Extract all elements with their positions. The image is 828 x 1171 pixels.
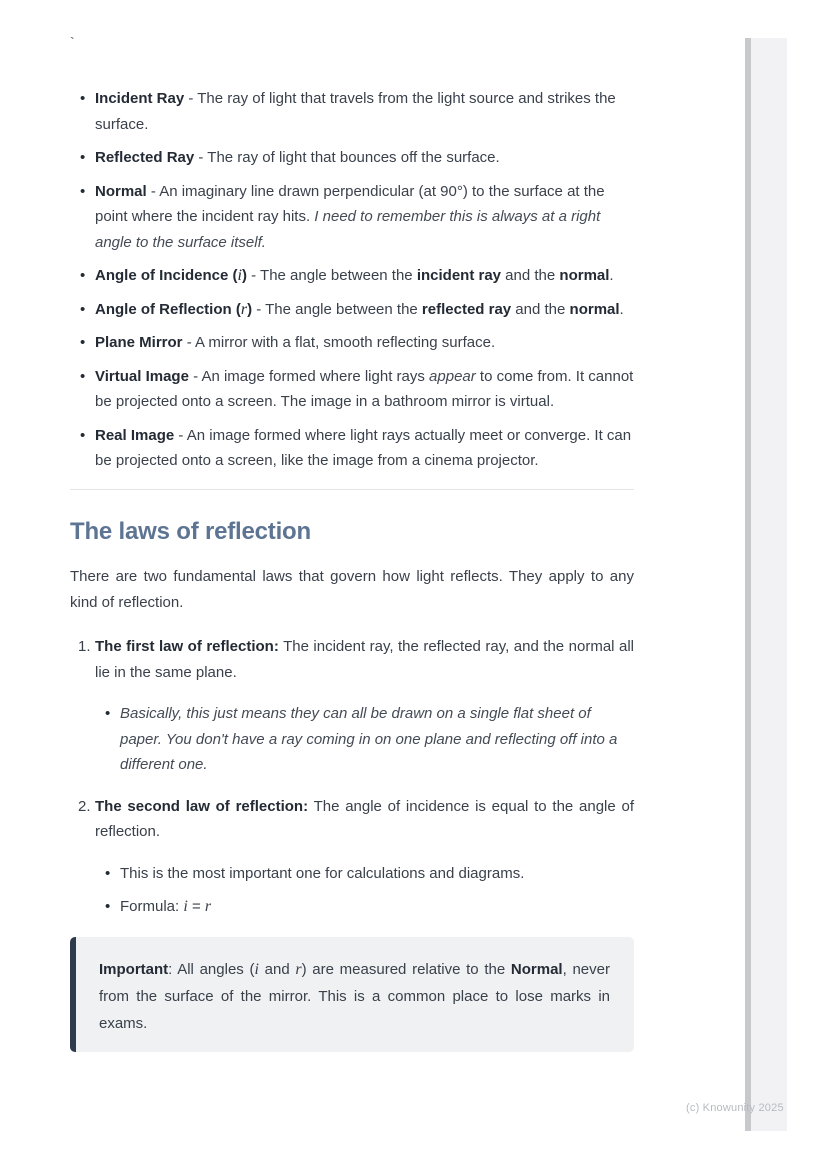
text-segment: Normal (95, 182, 147, 200)
text-segment: i (254, 960, 259, 978)
definition-text (95, 364, 634, 415)
definition-text (95, 86, 634, 137)
text-segment: Normal (510, 960, 563, 978)
intro-paragraph: There are two fundamental laws that govern how light reflects. They apply to any kind of reflection. (70, 567, 634, 611)
text-segment: : All angles ( (168, 960, 255, 978)
text-segment: i (237, 267, 242, 284)
law-text (95, 794, 634, 845)
law-body (95, 634, 634, 778)
important-callout (70, 937, 634, 1052)
bullet-marker: • (105, 705, 111, 722)
text-segment: appear (429, 367, 476, 385)
text-segment: ) (241, 267, 247, 284)
text-segment: . (609, 267, 614, 284)
definition-text (95, 330, 634, 356)
text-segment: ) are measured relative to the (301, 960, 511, 978)
text-segment: and the (501, 267, 560, 284)
definition-text (95, 297, 634, 323)
text-segment: r (204, 898, 212, 915)
bullet-marker: • (80, 300, 86, 318)
law-item-first (70, 634, 634, 778)
bullet-marker: • (80, 367, 86, 385)
text-segment: and the (511, 300, 570, 318)
section-heading: The laws of reflection (70, 517, 311, 545)
text-segment: - The ray of light that travels from the light source and strikes the surface. (95, 90, 616, 133)
watermark: (c) Knowunity 2025 (686, 1102, 784, 1114)
definition-item-virtual-image (70, 364, 634, 415)
definition-text (95, 423, 634, 474)
text-segment: - An image formed where light rays actually meet or converge. It can be projected onto a screen, like the image from a cinema projector. (95, 426, 632, 469)
text-segment: Formula: (120, 898, 184, 915)
text-segment: = (187, 898, 205, 915)
law-sub-item (95, 861, 634, 887)
text-segment: Important (99, 960, 169, 978)
text-segment: I need to remember this is always at a right angle to the surface itself. (95, 208, 601, 251)
text-segment: reflected ray (421, 300, 512, 318)
bullet-marker: • (105, 898, 111, 915)
text-segment: , never from the surface of the mirror. This is a common place to lose marks in exams. (99, 960, 610, 1032)
text-segment: - A mirror with a flat, smooth reflecting surface. (182, 334, 496, 351)
text-segment: to come from. It cannot be projected onto a screen. The image in a bathroom mirror is virtual. (95, 367, 634, 410)
stray-backtick-mark: ` (70, 34, 75, 50)
law-body (95, 794, 634, 920)
law-sub-item-formula (95, 894, 634, 920)
definition-text (95, 263, 634, 289)
text-segment: and (258, 960, 296, 978)
definition-item-reflected-ray (70, 145, 634, 171)
text-segment: Angle of Reflection ( (95, 300, 241, 318)
law-sub-text (120, 894, 634, 920)
definition-item-incident-ray (70, 86, 634, 137)
text-segment: Incident Ray (95, 90, 185, 107)
bullet-marker: • (80, 90, 86, 107)
text-segment: - An image formed where light rays (188, 367, 430, 385)
law-sub-text (120, 861, 634, 887)
text-segment: incident ray (416, 267, 502, 284)
text-segment: Basically, this just means they can all be drawn on a single flat sheet of paper. You don't have a ray coming in on one plane and reflecting off into a different one. (120, 705, 618, 773)
law-sub-item (95, 701, 634, 778)
callout-text (99, 956, 610, 1037)
text-segment: - The ray of light that bounces off the surface. (194, 149, 500, 166)
text-segment: r (295, 960, 302, 978)
text-segment: Angle of Incidence ( (95, 267, 238, 284)
text-segment: normal (569, 300, 620, 318)
definition-item-plane-mirror (70, 330, 634, 356)
bullet-marker: • (80, 149, 86, 166)
text-segment: r (240, 300, 248, 318)
definition-item-real-image (70, 423, 634, 474)
definition-item-angle-of-reflection (70, 297, 634, 323)
bullet-marker: • (80, 182, 86, 200)
bullet-marker: • (105, 864, 111, 882)
text-segment: - The angle between the (246, 267, 417, 284)
law-sub-text (120, 701, 634, 778)
definition-text (95, 145, 634, 171)
bullet-marker: • (80, 267, 86, 284)
bullet-marker: • (80, 426, 86, 444)
law-item-second (70, 794, 634, 920)
text-segment: - The angle between the (252, 300, 422, 318)
text-segment: Reflected Ray (95, 149, 195, 166)
text-segment: The second law of reflection: (95, 797, 309, 815)
text-segment: The incident ray, the reflected ray, and the normal all lie in the same plane. (95, 638, 634, 681)
bullet-marker: • (80, 334, 86, 351)
text-segment: i (183, 898, 188, 915)
definition-item-normal (70, 179, 634, 256)
text-segment: The angle of incidence is equal to the angle of reflection. (95, 797, 634, 840)
text-segment: The first law of reflection: (95, 638, 279, 655)
text-segment: . (619, 300, 624, 318)
text-segment: This is the most important one for calculations and diagrams. (120, 864, 525, 882)
list-number: 1. (78, 638, 91, 655)
text-segment: Plane Mirror (95, 334, 183, 351)
list-number: 2. (78, 797, 91, 815)
law-sub-list (95, 701, 634, 778)
laws-list (70, 634, 634, 920)
definition-item-angle-of-incidence (70, 263, 634, 289)
law-text (95, 634, 634, 685)
text-segment: Real Image (95, 426, 175, 444)
law-sub-list (95, 861, 634, 920)
section-divider (70, 489, 634, 490)
definition-text (95, 179, 634, 256)
text-segment: Virtual Image (95, 367, 189, 385)
text-segment: - An imaginary line drawn perpendicular (at 90°) to the surface at the point where the incident ray hits. (95, 182, 605, 225)
document-content (70, 0, 634, 1052)
scrollbar-track[interactable] (745, 38, 787, 1131)
text-segment: ) (247, 300, 253, 318)
text-segment: normal (559, 267, 610, 284)
definitions-list (70, 86, 634, 474)
